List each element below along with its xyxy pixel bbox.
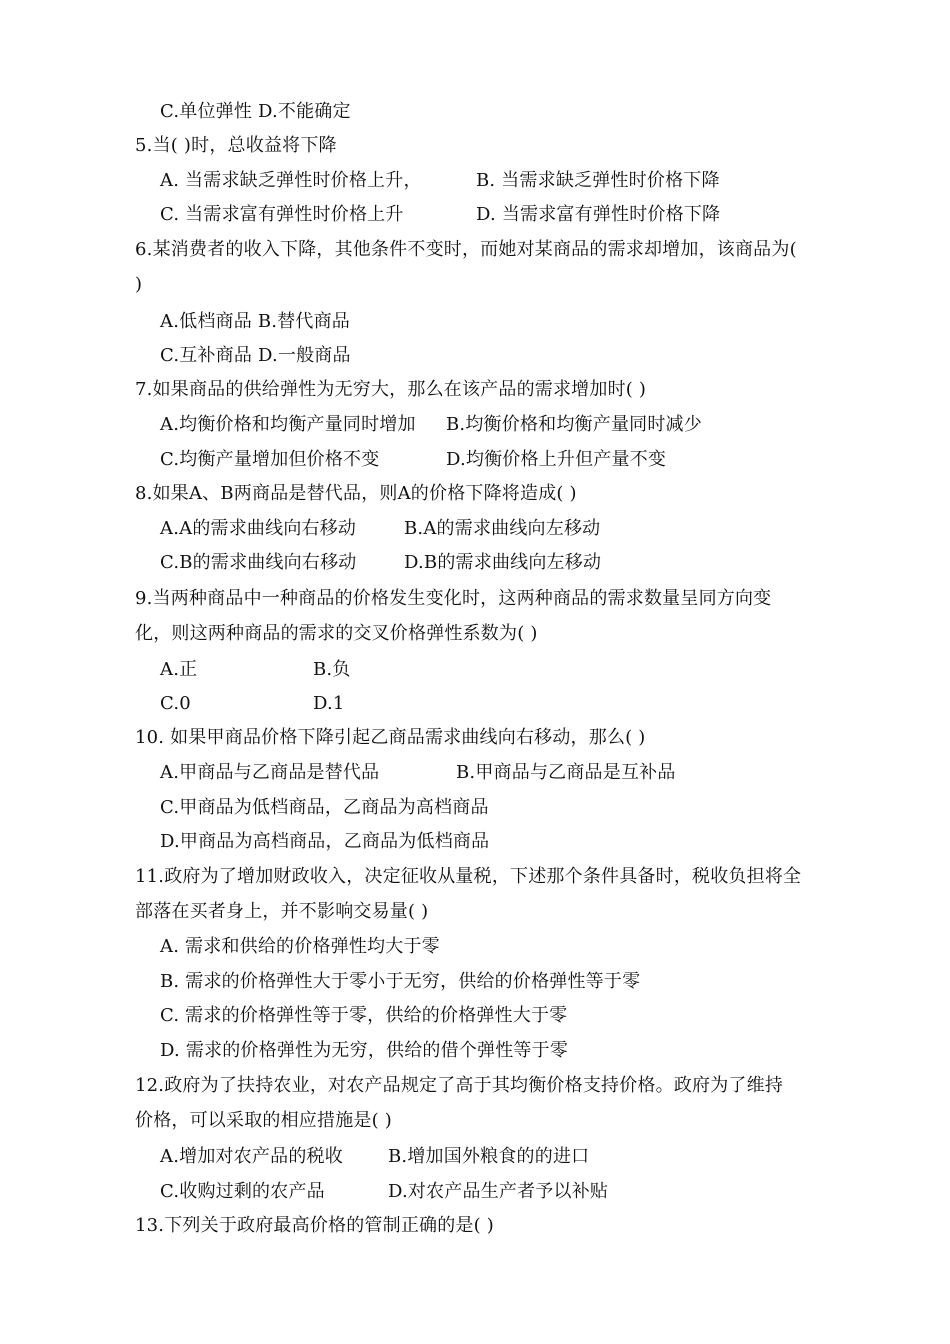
q6-options-cd: C.互补商品 D.一般商品 — [160, 345, 351, 366]
q8-option-a: A.A的需求曲线向右移动 — [160, 518, 357, 539]
q12-stem-line2: 价格，可以采取的相应措施是( ) — [135, 1110, 392, 1131]
q12-stem-line1: 12.政府为了扶持农业，对农产品规定了高于其均衡价格支持价格。政府为了维持 — [135, 1075, 784, 1096]
q7-option-a: A.均衡价格和均衡产量同时增加 — [160, 414, 416, 435]
q11-option-a: A. 需求和供给的价格弹性均大于零 — [160, 936, 440, 957]
q7-option-c: C.均衡产量增加但价格不变 — [160, 449, 380, 470]
q9-option-d: D.1 — [313, 693, 345, 714]
q12-option-d: D.对农产品生产者予以补贴 — [388, 1181, 609, 1202]
q11-option-d: D. 需求的价格弹性为无穷，供给的借个弹性等于零 — [160, 1040, 569, 1061]
q9-option-b: B.负 — [313, 659, 351, 680]
q4-options-cd: C.单位弹性 D.不能确定 — [160, 101, 351, 122]
q11-stem-line1: 11.政府为了增加财政收入，决定征收从量税，下述那个条件具备时，税收负担将全 — [135, 866, 802, 887]
q5-option-b: B. 当需求缺乏弹性时价格下降 — [476, 170, 720, 191]
q10-option-b: B.甲商品与乙商品是互补品 — [456, 762, 676, 783]
q5-option-c: C. 当需求富有弹性时价格上升 — [160, 204, 404, 225]
q5-option-d: D. 当需求富有弹性时价格下降 — [476, 204, 721, 225]
q10-option-d: D.甲商品为高档商品，乙商品为低档商品 — [160, 831, 490, 852]
q5-stem: 5.当( )时，总收益将下降 — [135, 135, 337, 156]
q12-option-c: C.收购过剩的农产品 — [160, 1181, 325, 1202]
q12-option-b: B.增加国外粮食的的进口 — [388, 1146, 590, 1167]
q8-option-c: C.B的需求曲线向右移动 — [160, 552, 357, 573]
q8-stem: 8.如果A、B两商品是替代品，则A的价格下降将造成( ) — [135, 483, 577, 504]
q7-option-b: B.均衡价格和均衡产量同时减少 — [446, 414, 702, 435]
q6-stem-line2: ) — [135, 274, 143, 295]
q8-option-d: D.B的需求曲线向左移动 — [404, 552, 602, 573]
q11-stem-line2: 部落在买者身上，并不影响交易量( ) — [135, 901, 429, 922]
q5-option-a: A. 当需求缺乏弹性时价格上升， — [160, 170, 422, 191]
q10-option-a: A.甲商品与乙商品是替代品 — [160, 762, 380, 783]
q11-option-c: C. 需求的价格弹性等于零，供给的价格弹性大于零 — [160, 1005, 568, 1026]
q9-option-a: A.正 — [160, 659, 198, 680]
q11-option-b: B. 需求的价格弹性大于零小于无穷，供给的价格弹性等于零 — [160, 971, 641, 992]
q8-option-b: B.A的需求曲线向左移动 — [404, 518, 601, 539]
q9-option-c: C.0 — [160, 693, 191, 714]
q10-stem: 10. 如果甲商品价格下降引起乙商品需求曲线向右移动，那么( ) — [135, 727, 646, 748]
q7-stem: 7.如果商品的供给弹性为无穷大，那么在该产品的需求增加时( ) — [135, 379, 647, 400]
q13-stem: 13.下列关于政府最高价格的管制正确的是( ) — [135, 1215, 494, 1236]
q12-option-a: A.增加对农产品的税收 — [160, 1146, 343, 1167]
q7-option-d: D.均衡价格上升但产量不变 — [446, 449, 667, 470]
q10-option-c: C.甲商品为低档商品，乙商品为高档商品 — [160, 797, 489, 818]
q6-stem-line1: 6.某消费者的收入下降，其他条件不变时，而她对某商品的需求却增加，该商品为( — [135, 239, 797, 260]
q6-options-ab: A.低档商品 B.替代商品 — [160, 311, 350, 332]
q9-stem-line1: 9.当两种商品中一种商品的价格发生变化时，这两种商品的需求数量呈同方向变 — [135, 588, 772, 609]
q9-stem-line2: 化，则这两种商品的需求的交叉价格弹性系数为( ) — [135, 623, 538, 644]
